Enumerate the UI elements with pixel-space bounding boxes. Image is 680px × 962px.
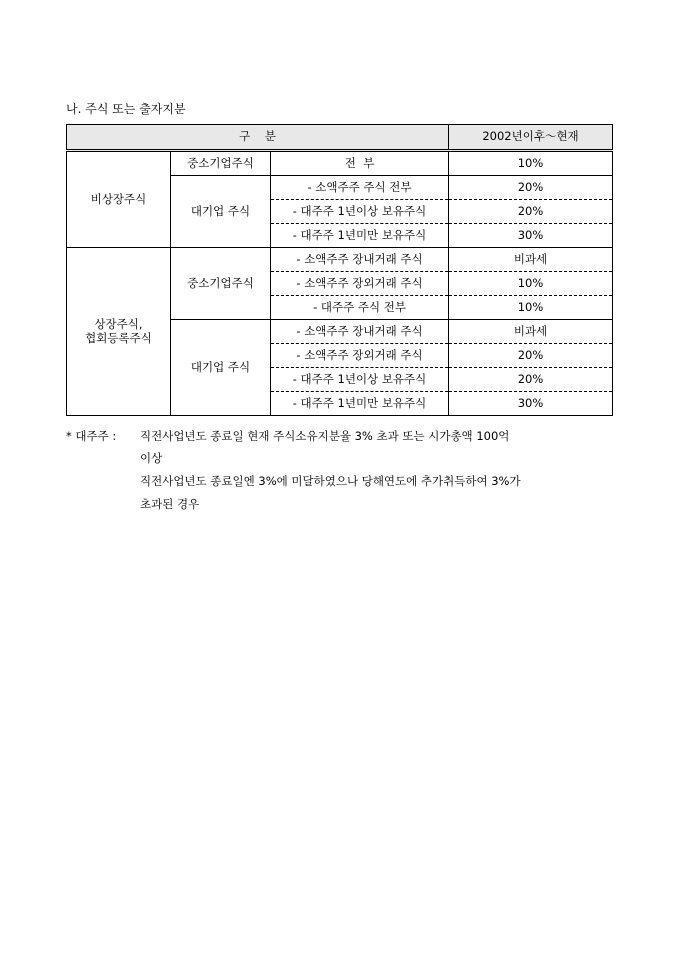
table-row [67,151,613,176]
rate-cell: 비과세 [449,248,613,272]
rate-cell: 비과세 [449,320,613,344]
rate-cell: 10% [449,272,613,296]
detail-cell: - 대주주 1년이상 보유주식 [271,200,449,224]
section-heading: 나. 주식 또는 출자지분 [66,102,186,116]
detail-cell: - 소액주주 장내거래 주식 [271,248,449,272]
subgroup-label-listed-sme: 중소기업주식 [171,248,271,320]
detail-cell: - 대주주 1년미만 보유주식 [271,392,449,416]
detail-cell: - 대주주 1년미만 보유주식 [271,224,449,248]
detail-cell: - 대주주 1년이상 보유주식 [271,368,449,392]
subgroup-label-unlisted-large: 대기업 주식 [171,176,271,248]
detail-cell: - 소액주주 주식 전부 [271,176,449,200]
footnote-line-1: 직전사업년도 종료일 현재 주식소유지분율 3% 초과 또는 시가총액 100억 [140,429,510,443]
rate-cell: 10% [449,151,613,176]
table-header-row [67,125,613,151]
footnote-line-4: 초과된 경우 [140,497,200,511]
rate-cell: 20% [449,344,613,368]
rate-cell: 20% [449,176,613,200]
detail-cell: - 소액주주 장내거래 주식 [271,320,449,344]
rate-cell: 30% [449,224,613,248]
rate-cell: 30% [517,395,544,410]
header-period: 2002년이후～현재 [449,125,613,151]
rate-cell: 20% [449,200,613,224]
footnote-line-3: 직전사업년도 종료일엔 3%에 미달하였으나 당해연도에 추가취득하여 3%가 [140,474,521,488]
group-label-listed-line1: 상장주식, [94,316,143,331]
footnote-marker: * 대주주 : [66,429,117,443]
rate-cell: 20% [449,368,613,392]
group-label-unlisted: 비상장주식 [67,151,171,248]
tax-rate-table [66,124,613,416]
header-category: 구 분 [67,125,449,151]
footnote-line-2: 이상 [140,451,163,465]
detail-cell: - 소액주주 장외거래 주식 [271,344,449,368]
group-label-listed-line2: 협회등록주식 [85,330,152,345]
detail-cell: 전 부 [271,151,449,176]
subgroup-label-unlisted-sme: 중소기업주식 [171,151,271,176]
subgroup-label-listed-large: 대기업 주식 [171,320,271,416]
detail-cell: - 대주주 주식 전부 [271,296,449,320]
detail-cell: - 소액주주 장외거래 주식 [271,272,449,296]
group-label-listed [67,248,171,416]
table-row [67,248,613,272]
rate-cell: 10% [449,296,613,320]
